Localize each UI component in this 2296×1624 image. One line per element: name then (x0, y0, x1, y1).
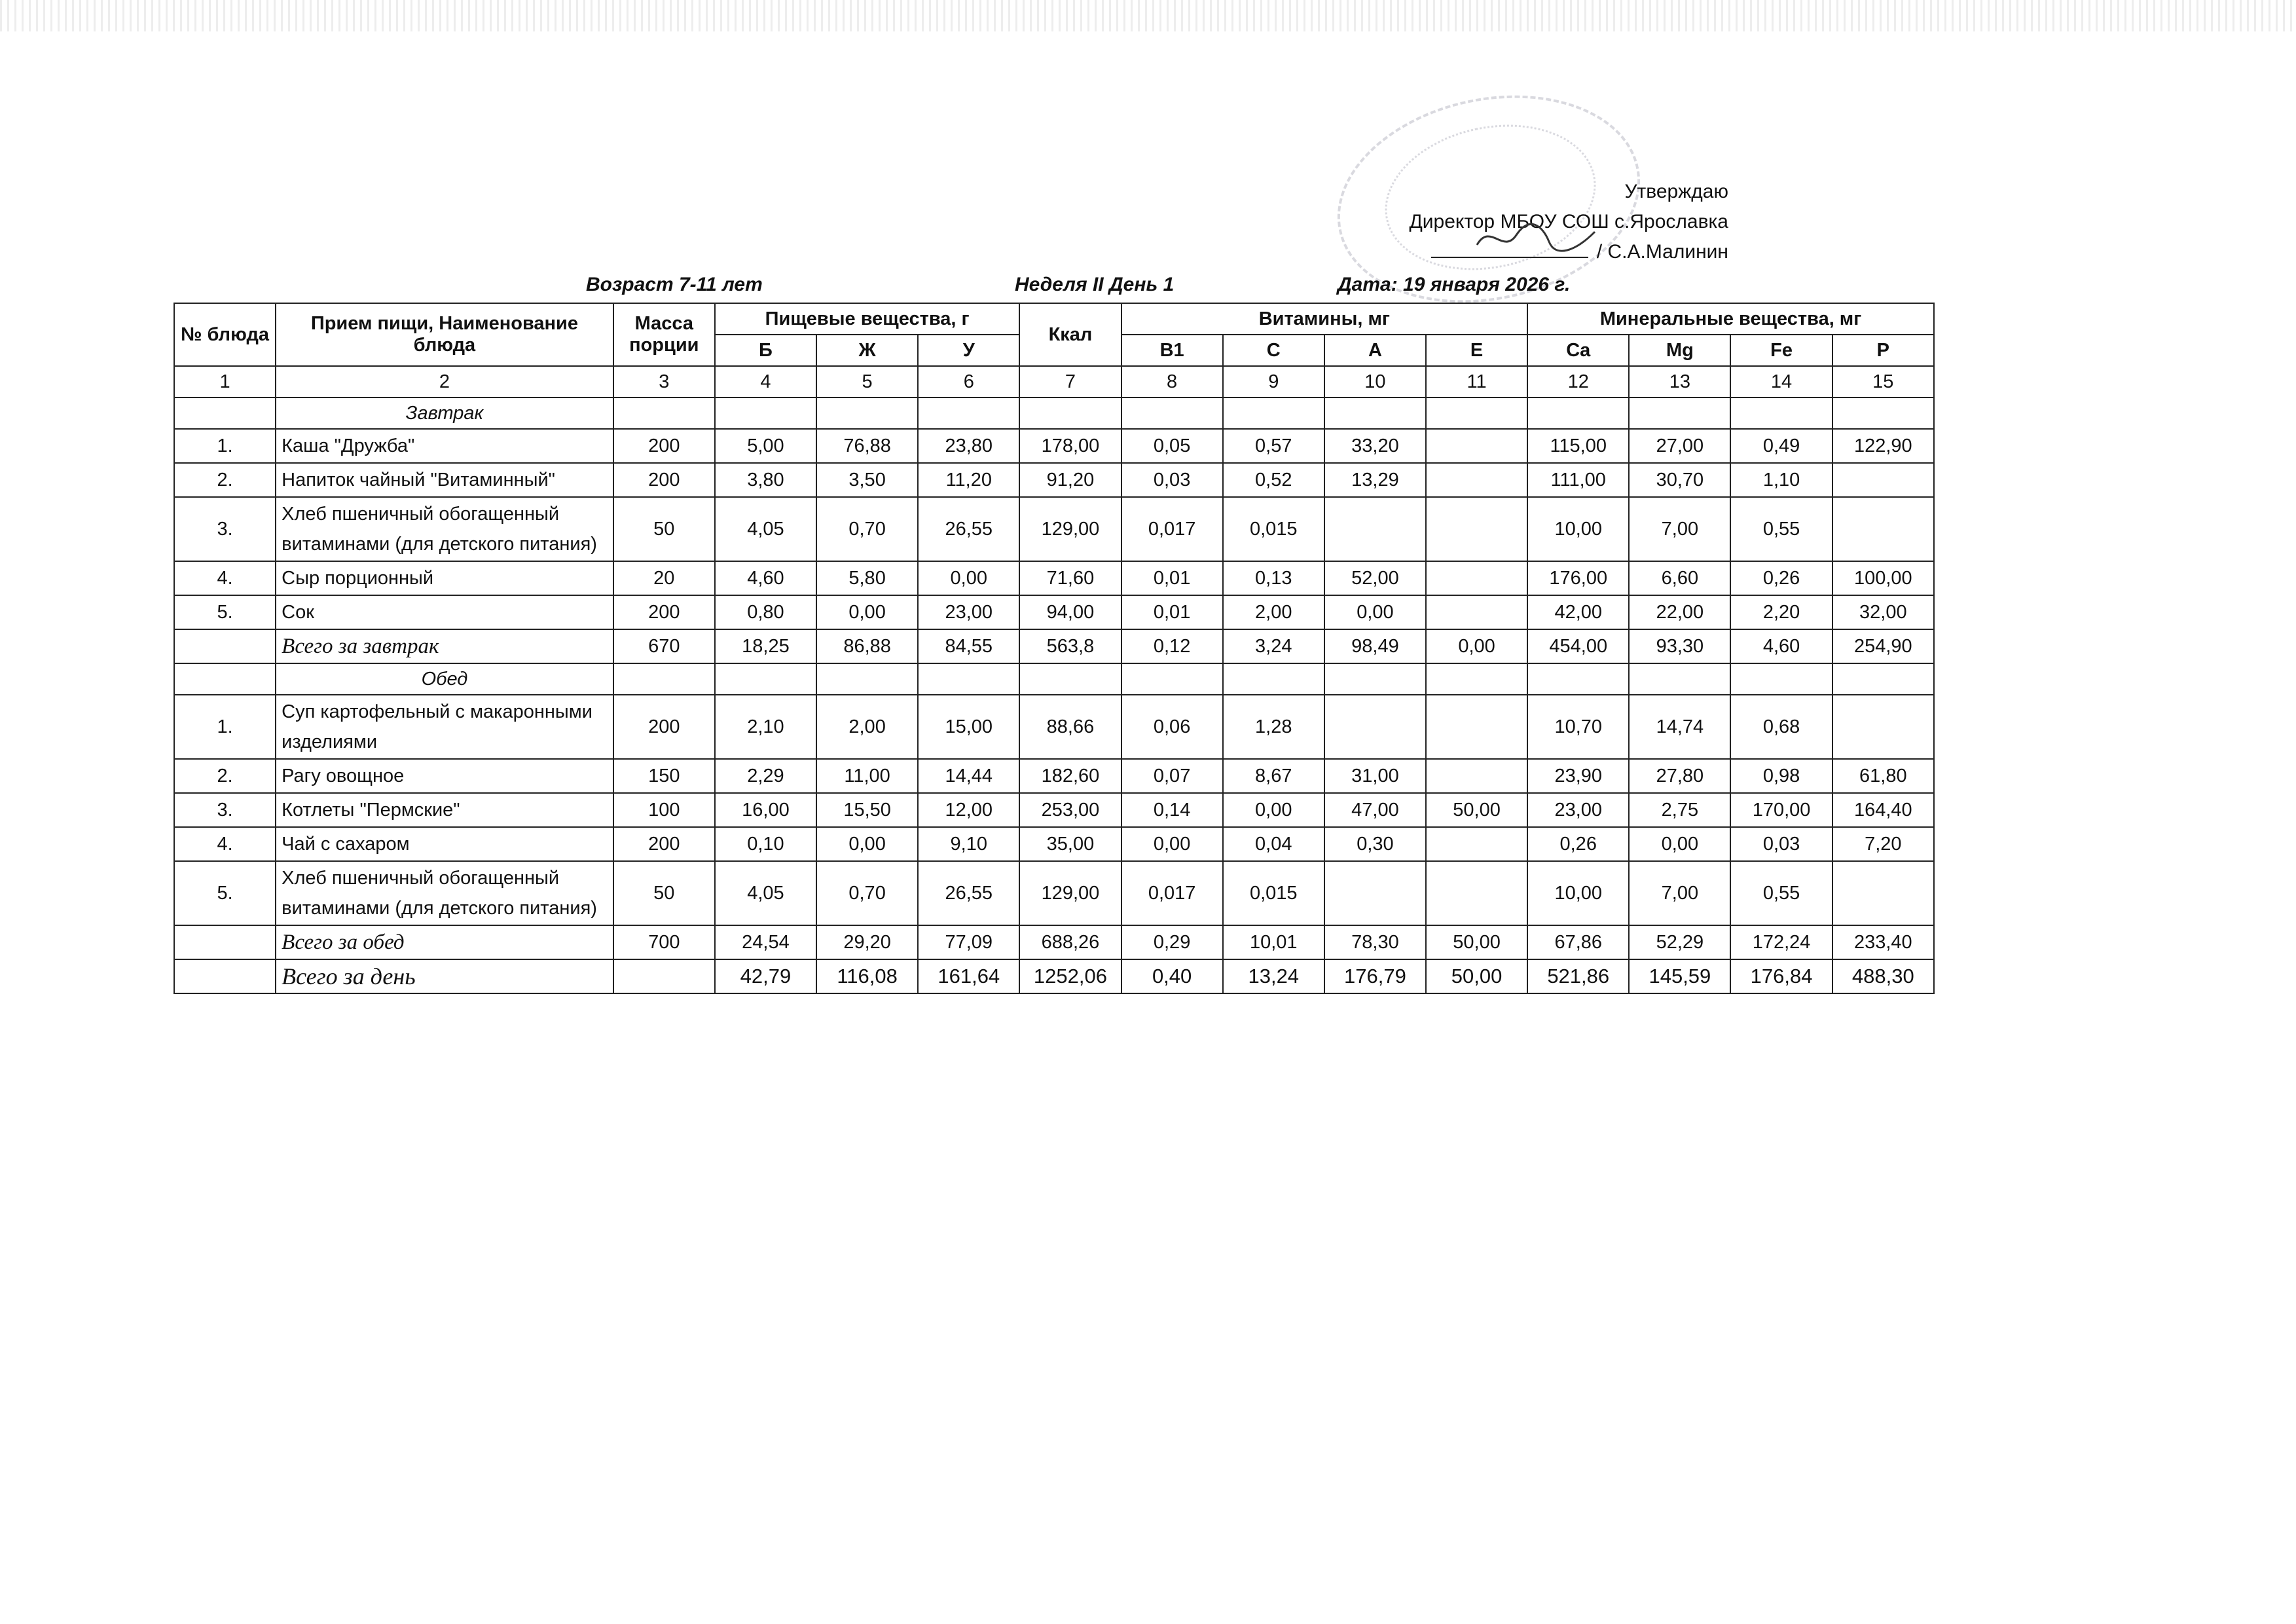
value-cell: 4,05 (715, 497, 816, 561)
index-cell: 15 (1832, 366, 1934, 397)
value-cell: 47,00 (1324, 793, 1426, 827)
empty-cell (1121, 397, 1223, 429)
value-cell: 50 (613, 861, 715, 925)
dish-name-cell: Хлеб пшеничный обогащенный витаминами (для детского питания) (276, 497, 613, 561)
empty-cell (1832, 397, 1934, 429)
subheader-cell: Mg (1629, 335, 1730, 366)
value-cell: 52,00 (1324, 561, 1426, 595)
value-cell: 0,10 (715, 827, 816, 861)
value-cell: 22,00 (1629, 595, 1730, 629)
total-value-cell: 18,25 (715, 629, 816, 663)
value-cell: 182,60 (1019, 759, 1121, 793)
index-cell: 1 (174, 366, 276, 397)
value-cell: 0,30 (1324, 827, 1426, 861)
dish-number-cell: 2. (174, 759, 276, 793)
value-cell (1324, 861, 1426, 925)
value-cell: 11,20 (918, 463, 1019, 497)
value-cell: 200 (613, 463, 715, 497)
value-cell (1426, 463, 1527, 497)
dish-name-cell: Чай с сахаром (276, 827, 613, 861)
value-cell (1324, 497, 1426, 561)
total-value-cell: 93,30 (1629, 629, 1730, 663)
value-cell: 0,00 (1324, 595, 1426, 629)
value-cell (1426, 759, 1527, 793)
value-cell: 0,70 (816, 861, 918, 925)
total-value-cell: 52,29 (1629, 925, 1730, 959)
index-cell: 12 (1527, 366, 1629, 397)
total-value-cell: 50,00 (1426, 959, 1527, 993)
value-cell: 15,50 (816, 793, 918, 827)
header-vitamins: Витамины, мг (1121, 303, 1528, 335)
value-cell: 0,00 (1629, 827, 1730, 861)
total-value-cell: 4,60 (1730, 629, 1832, 663)
total-value-cell: 145,59 (1629, 959, 1730, 993)
handwritten-signature (1470, 219, 1601, 258)
dish-name-cell: Котлеты "Пермские" (276, 793, 613, 827)
value-cell: 5,00 (715, 429, 816, 463)
total-value-cell: 98,49 (1324, 629, 1426, 663)
value-cell: 122,90 (1832, 429, 1934, 463)
total-value-cell: 161,64 (918, 959, 1019, 993)
total-value-cell (174, 925, 276, 959)
subheader-cell: С (1223, 335, 1324, 366)
value-cell: 1,10 (1730, 463, 1832, 497)
total-value-cell: 454,00 (1527, 629, 1629, 663)
value-cell (1426, 861, 1527, 925)
table-row (174, 595, 1934, 629)
total-value-cell: 77,09 (918, 925, 1019, 959)
empty-cell (1527, 397, 1629, 429)
value-cell: 0,017 (1121, 861, 1223, 925)
value-cell: 0,55 (1730, 497, 1832, 561)
value-cell (1426, 695, 1527, 759)
value-cell: 7,00 (1629, 497, 1730, 561)
value-cell: 178,00 (1019, 429, 1121, 463)
total-label-cell: Всего за завтрак (276, 629, 613, 663)
empty-cell (918, 663, 1019, 695)
index-cell: 5 (816, 366, 918, 397)
total-value-cell: 0,40 (1121, 959, 1223, 993)
value-cell (1426, 827, 1527, 861)
value-cell: 27,00 (1629, 429, 1730, 463)
value-cell: 0,03 (1121, 463, 1223, 497)
value-cell: 7,00 (1629, 861, 1730, 925)
total-value-cell: 29,20 (816, 925, 918, 959)
total-value-cell: 42,79 (715, 959, 816, 993)
empty-cell (613, 663, 715, 695)
value-cell: 0,01 (1121, 595, 1223, 629)
breakfast-section-row (174, 397, 1934, 429)
value-cell: 32,00 (1832, 595, 1934, 629)
value-cell: 2,00 (1223, 595, 1324, 629)
total-value-cell: 24,54 (715, 925, 816, 959)
total-value-cell: 13,24 (1223, 959, 1324, 993)
index-row (174, 366, 1934, 397)
dish-number-cell: 4. (174, 827, 276, 861)
index-cell: 8 (1121, 366, 1223, 397)
value-cell: 0,70 (816, 497, 918, 561)
value-cell: 0,00 (918, 561, 1019, 595)
index-cell: 10 (1324, 366, 1426, 397)
total-value-cell: 84,55 (918, 629, 1019, 663)
value-cell: 23,80 (918, 429, 1019, 463)
index-cell: 11 (1426, 366, 1527, 397)
total-value-cell (174, 959, 276, 993)
value-cell: 0,98 (1730, 759, 1832, 793)
index-cell: 9 (1223, 366, 1324, 397)
dish-number-cell: 3. (174, 497, 276, 561)
total-row (174, 925, 1934, 959)
total-value-cell: 700 (613, 925, 715, 959)
empty-cell (1426, 663, 1527, 695)
breakfast-rows (174, 429, 1934, 629)
empty-cell (1527, 663, 1629, 695)
total-value-cell: 3,24 (1223, 629, 1324, 663)
value-cell: 0,00 (1223, 793, 1324, 827)
breakfast-total-rows (174, 629, 1934, 663)
value-cell: 35,00 (1019, 827, 1121, 861)
value-cell (1426, 561, 1527, 595)
total-value-cell: 1252,06 (1019, 959, 1121, 993)
value-cell: 91,20 (1019, 463, 1121, 497)
value-cell: 76,88 (816, 429, 918, 463)
value-cell: 0,017 (1121, 497, 1223, 561)
empty-cell (1223, 663, 1324, 695)
total-value-cell: 233,40 (1832, 925, 1934, 959)
table-row (174, 793, 1934, 827)
header-nutrients: Пищевые вещества, г (715, 303, 1020, 335)
value-cell: 0,52 (1223, 463, 1324, 497)
value-cell: 26,55 (918, 497, 1019, 561)
value-cell: 0,03 (1730, 827, 1832, 861)
value-cell: 10,70 (1527, 695, 1629, 759)
lunch-section-title: Обед (276, 663, 613, 695)
value-cell: 0,26 (1527, 827, 1629, 861)
empty-cell (1121, 663, 1223, 695)
table-row (174, 497, 1934, 561)
subheader-cell: Fe (1730, 335, 1832, 366)
empty-cell (1730, 397, 1832, 429)
dish-name-cell: Сыр порционный (276, 561, 613, 595)
value-cell: 27,80 (1629, 759, 1730, 793)
total-value-cell: 521,86 (1527, 959, 1629, 993)
value-cell: 2,10 (715, 695, 816, 759)
approval-position: Директор МБОУ СОШ с.Ярославка (1409, 211, 1728, 232)
empty-cell (174, 397, 276, 429)
value-cell: 14,74 (1629, 695, 1730, 759)
empty-cell (1629, 397, 1730, 429)
value-cell: 0,05 (1121, 429, 1223, 463)
dish-number-cell: 5. (174, 861, 276, 925)
approval-signer: / С.А.Малинин (1596, 241, 1728, 263)
total-value-cell: 0,00 (1426, 629, 1527, 663)
empty-cell (1426, 397, 1527, 429)
menu-table (173, 303, 1935, 994)
value-cell: 253,00 (1019, 793, 1121, 827)
age-label: Возраст 7-11 лет (586, 274, 763, 295)
day-total-rows (174, 959, 1934, 993)
value-cell: 6,60 (1629, 561, 1730, 595)
subheader-cell: У (918, 335, 1019, 366)
value-cell: 0,55 (1730, 861, 1832, 925)
value-cell: 0,07 (1121, 759, 1223, 793)
value-cell: 16,00 (715, 793, 816, 827)
value-cell: 30,70 (1629, 463, 1730, 497)
value-cell: 9,10 (918, 827, 1019, 861)
table-row (174, 429, 1934, 463)
total-value-cell: 67,86 (1527, 925, 1629, 959)
empty-cell (715, 663, 816, 695)
value-cell: 71,60 (1019, 561, 1121, 595)
empty-cell (816, 663, 918, 695)
subheader-cell: Ca (1527, 335, 1629, 366)
approval-signature-line (1231, 237, 1728, 267)
total-value-cell (174, 629, 276, 663)
total-value-cell: 563,8 (1019, 629, 1121, 663)
value-cell (1832, 497, 1934, 561)
empty-cell (1324, 397, 1426, 429)
dish-number-cell: 2. (174, 463, 276, 497)
week-day-label: Неделя II День 1 (1015, 274, 1175, 295)
value-cell: 0,06 (1121, 695, 1223, 759)
value-cell (1426, 595, 1527, 629)
total-value-cell: 176,84 (1730, 959, 1832, 993)
empty-cell (1629, 663, 1730, 695)
value-cell: 170,00 (1730, 793, 1832, 827)
value-cell: 100,00 (1832, 561, 1934, 595)
approval-block (1231, 177, 1728, 267)
lunch-section-row (174, 663, 1934, 695)
dish-name-cell: Суп картофельный с макаронными изделиями (276, 695, 613, 759)
value-cell: 1,28 (1223, 695, 1324, 759)
value-cell: 31,00 (1324, 759, 1426, 793)
value-cell: 3,80 (715, 463, 816, 497)
value-cell: 0,14 (1121, 793, 1223, 827)
value-cell: 200 (613, 595, 715, 629)
approval-label: Утверждаю (1624, 181, 1728, 202)
dish-number-cell: 3. (174, 793, 276, 827)
index-cell: 14 (1730, 366, 1832, 397)
lunch-total-rows (174, 925, 1934, 959)
table-row (174, 561, 1934, 595)
scan-noise-strip (0, 0, 2296, 31)
index-cell: 7 (1019, 366, 1121, 397)
value-cell (1832, 695, 1934, 759)
value-cell: 23,00 (1527, 793, 1629, 827)
total-row (174, 959, 1934, 993)
subheader-cell: В1 (1121, 335, 1223, 366)
header-minerals: Минеральные вещества, мг (1527, 303, 1934, 335)
value-cell: 50 (613, 497, 715, 561)
subheader-cell: А (1324, 335, 1426, 366)
empty-cell (1019, 397, 1121, 429)
subheader-cell: Ж (816, 335, 918, 366)
value-cell: 23,00 (918, 595, 1019, 629)
value-cell: 100 (613, 793, 715, 827)
value-cell: 0,13 (1223, 561, 1324, 595)
index-cell: 4 (715, 366, 816, 397)
value-cell: 8,67 (1223, 759, 1324, 793)
table-row (174, 861, 1934, 925)
value-cell: 13,29 (1324, 463, 1426, 497)
total-value-cell: 488,30 (1832, 959, 1934, 993)
dish-name-cell: Хлеб пшеничный обогащенный витаминами (для детского питания) (276, 861, 613, 925)
total-row (174, 629, 1934, 663)
value-cell: 33,20 (1324, 429, 1426, 463)
value-cell: 0,80 (715, 595, 816, 629)
value-cell: 176,00 (1527, 561, 1629, 595)
total-value-cell: 86,88 (816, 629, 918, 663)
value-cell: 5,80 (816, 561, 918, 595)
value-cell: 3,50 (816, 463, 918, 497)
table-header-row (174, 303, 1934, 335)
total-value-cell: 254,90 (1832, 629, 1934, 663)
empty-cell (1832, 663, 1934, 695)
dish-name-cell: Напиток чайный "Витаминный" (276, 463, 613, 497)
dish-number-cell: 1. (174, 429, 276, 463)
value-cell: 61,80 (1832, 759, 1934, 793)
value-cell: 2,75 (1629, 793, 1730, 827)
total-value-cell: 50,00 (1426, 925, 1527, 959)
total-value-cell: 0,12 (1121, 629, 1223, 663)
table-row (174, 759, 1934, 793)
total-value-cell: 172,24 (1730, 925, 1832, 959)
menu-header (173, 274, 1935, 300)
total-value-cell: 688,26 (1019, 925, 1121, 959)
value-cell: 2,20 (1730, 595, 1832, 629)
value-cell: 2,29 (715, 759, 816, 793)
value-cell: 164,40 (1832, 793, 1934, 827)
empty-cell (174, 663, 276, 695)
value-cell: 4,05 (715, 861, 816, 925)
value-cell: 0,015 (1223, 861, 1324, 925)
dish-number-cell: 4. (174, 561, 276, 595)
value-cell: 111,00 (1527, 463, 1629, 497)
value-cell: 115,00 (1527, 429, 1629, 463)
total-value-cell: 0,29 (1121, 925, 1223, 959)
value-cell: 14,44 (918, 759, 1019, 793)
dish-number-cell: 5. (174, 595, 276, 629)
value-cell: 150 (613, 759, 715, 793)
value-cell: 50,00 (1426, 793, 1527, 827)
value-cell: 15,00 (918, 695, 1019, 759)
value-cell: 0,00 (816, 827, 918, 861)
empty-cell (1019, 663, 1121, 695)
dish-name-cell: Сок (276, 595, 613, 629)
value-cell: 11,00 (816, 759, 918, 793)
value-cell: 20 (613, 561, 715, 595)
subheader-cell: Б (715, 335, 816, 366)
value-cell: 0,68 (1730, 695, 1832, 759)
total-label-cell: Всего за день (276, 959, 613, 993)
index-cell: 6 (918, 366, 1019, 397)
value-cell: 0,04 (1223, 827, 1324, 861)
signature-area (1431, 237, 1728, 267)
header-portion-mass: Масса порции (613, 303, 715, 366)
value-cell: 10,00 (1527, 861, 1629, 925)
index-cell: 3 (613, 366, 715, 397)
value-cell: 88,66 (1019, 695, 1121, 759)
index-cell: 13 (1629, 366, 1730, 397)
subheader-cell: P (1832, 335, 1934, 366)
header-dish-number: № блюда (174, 303, 276, 366)
total-value-cell (613, 959, 715, 993)
value-cell: 26,55 (918, 861, 1019, 925)
empty-cell (1223, 397, 1324, 429)
value-cell: 200 (613, 429, 715, 463)
value-cell: 0,00 (1121, 827, 1223, 861)
total-label-cell: Всего за обед (276, 925, 613, 959)
empty-cell (715, 397, 816, 429)
value-cell (1426, 429, 1527, 463)
value-cell: 94,00 (1019, 595, 1121, 629)
value-cell (1426, 497, 1527, 561)
subheader-cell: Е (1426, 335, 1527, 366)
dish-name-cell: Каша "Дружба" (276, 429, 613, 463)
value-cell: 23,90 (1527, 759, 1629, 793)
dish-name-cell: Рагу овощное (276, 759, 613, 793)
empty-cell (1730, 663, 1832, 695)
total-value-cell: 116,08 (816, 959, 918, 993)
value-cell: 10,00 (1527, 497, 1629, 561)
value-cell (1832, 463, 1934, 497)
value-cell: 42,00 (1527, 595, 1629, 629)
empty-cell (613, 397, 715, 429)
value-cell (1324, 695, 1426, 759)
value-cell: 4,60 (715, 561, 816, 595)
table-row (174, 695, 1934, 759)
index-cell: 2 (276, 366, 613, 397)
table-row (174, 463, 1934, 497)
header-dish-name: Прием пищи, Наименование блюда (276, 303, 613, 366)
value-cell: 0,00 (816, 595, 918, 629)
total-value-cell: 10,01 (1223, 925, 1324, 959)
total-value-cell: 670 (613, 629, 715, 663)
value-cell (1832, 861, 1934, 925)
value-cell: 0,015 (1223, 497, 1324, 561)
value-cell: 200 (613, 695, 715, 759)
value-cell: 0,01 (1121, 561, 1223, 595)
empty-cell (816, 397, 918, 429)
value-cell: 200 (613, 827, 715, 861)
value-cell: 0,49 (1730, 429, 1832, 463)
total-value-cell: 176,79 (1324, 959, 1426, 993)
value-cell: 2,00 (816, 695, 918, 759)
table-row (174, 827, 1934, 861)
date-label: Дата: 19 января 2026 г. (1338, 274, 1571, 295)
value-cell: 7,20 (1832, 827, 1934, 861)
value-cell: 12,00 (918, 793, 1019, 827)
lunch-rows (174, 695, 1934, 925)
value-cell: 129,00 (1019, 497, 1121, 561)
dish-number-cell: 1. (174, 695, 276, 759)
breakfast-section-title: Завтрак (276, 397, 613, 429)
value-cell: 129,00 (1019, 861, 1121, 925)
empty-cell (918, 397, 1019, 429)
value-cell: 0,57 (1223, 429, 1324, 463)
empty-cell (1324, 663, 1426, 695)
header-kcal: Ккал (1019, 303, 1121, 366)
value-cell: 0,26 (1730, 561, 1832, 595)
total-value-cell: 78,30 (1324, 925, 1426, 959)
